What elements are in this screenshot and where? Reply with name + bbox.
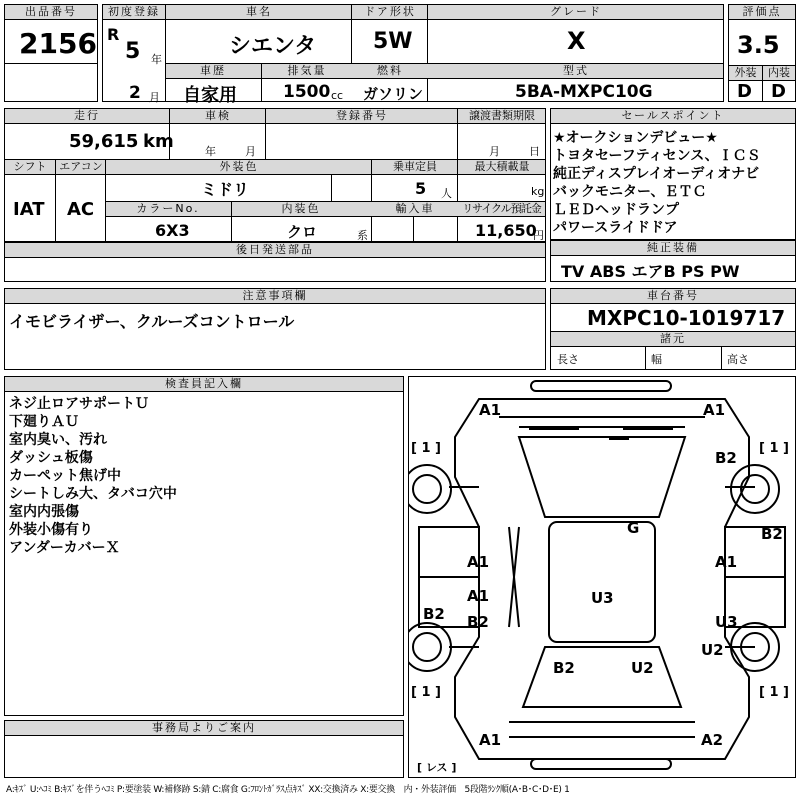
inspector-note: ダッシュ板傷 <box>9 450 93 466</box>
chassis-cell <box>550 288 796 370</box>
lot-label: 出品番号 <box>5 5 97 20</box>
displacement-value: 1500 <box>283 82 331 102</box>
transfer-month-unit: 月 <box>489 145 500 158</box>
inspection-month-unit: 月 <box>245 145 256 158</box>
lot-number: 2156 <box>19 27 97 60</box>
tire-rear-left: [ 1 ] <box>411 685 441 700</box>
capacity-value: 5 <box>415 179 427 198</box>
later-parts-cell <box>4 242 546 282</box>
first-reg-month-unit: 月 <box>149 91 160 104</box>
inspector-cell <box>4 376 404 716</box>
model-label: 型式 <box>563 64 589 77</box>
model-value: 5BA-MXPC10G <box>515 82 653 102</box>
damage-b2-left-rear: B2 <box>467 613 489 631</box>
aircon-value: AC <box>67 199 95 220</box>
damage-u2-rear-glass: U2 <box>631 659 654 677</box>
recycle-value: 11,650 <box>475 221 537 240</box>
first-reg-label: 初度登録 <box>108 5 160 18</box>
history-value: 自家用 <box>183 85 237 106</box>
damage-b2-left-side: B2 <box>423 605 445 623</box>
grade-label: グレード <box>550 5 602 18</box>
first-reg-month: 2 <box>129 83 141 103</box>
history-label: 車歴 <box>200 64 226 77</box>
spare-tire: [ レス ] <box>417 761 457 774</box>
inspector-label: 検査員記入欄 <box>5 377 403 392</box>
ext-score-value: D <box>737 81 752 102</box>
std-equip-value: TV ABS エアB PS PW <box>561 262 740 281</box>
sales-point-item: ★オークションデビュー★ <box>553 130 718 146</box>
damage-g-windshield: G <box>627 519 640 537</box>
first-reg-year: 5 <box>125 39 141 64</box>
displacement-unit: cc <box>331 89 344 102</box>
first-reg-year-unit: 年 <box>151 53 162 66</box>
inspector-note: シートしみ大、タバコ穴中 <box>9 486 177 502</box>
tire-front-left: [ 1 ] <box>411 441 441 456</box>
damage-b2-right-side: B2 <box>761 525 783 543</box>
recycle-unit: 円 <box>533 229 544 242</box>
ext-color-value: ミドリ <box>201 180 250 199</box>
capacity-unit: 人 <box>441 187 452 200</box>
tire-front-right: [ 1 ] <box>759 441 789 456</box>
car-name-label: 車名 <box>246 5 272 18</box>
spec-width: 幅 <box>651 353 662 366</box>
grade-value: X <box>567 27 586 55</box>
car-name-value: シエンタ <box>229 34 317 59</box>
chassis-label: 車台番号 <box>551 289 795 304</box>
caution-label: 注意事項欄 <box>5 289 545 304</box>
ext-color-label: 外装色 <box>219 160 259 173</box>
fuel-label: 燃料 <box>377 64 403 77</box>
import-label: 輸入車 <box>395 202 435 215</box>
sales-point-item: トヨタセーフティセンス、ＩＣＳ <box>553 148 761 164</box>
registration-label: 登録番号 <box>336 109 388 122</box>
car-outline-icon <box>409 377 795 777</box>
score-value: 3.5 <box>737 31 780 59</box>
inspection-year-unit: 年 <box>205 145 216 158</box>
transfer-label: 譲渡書類期限 <box>469 109 535 122</box>
sales-point-item: パワースライドドア <box>553 220 678 236</box>
shift-value: IAT <box>13 199 45 220</box>
inspector-note: 室内内張傷 <box>9 504 79 520</box>
damage-b2-rear-glass: B2 <box>553 659 575 677</box>
score-label: 評価点 <box>729 5 795 20</box>
ext-score-label: 外装 <box>734 66 757 79</box>
lot-cell <box>4 4 98 102</box>
damage-a1-front-left: A1 <box>479 401 502 419</box>
inspector-note: 室内臭い、汚れ <box>9 432 107 448</box>
damage-legend: A:ｷｽﾞ U:ﾍｺﾐ B:ｷｽﾞを伴うﾍｺﾐ P:要塗装 W:補修跡 S:錆 C:腐食 G:ﾌﾛﾝﾄｶﾞﾗｽ点ｷｽﾞ XX:交換済み X:要交換 内・外装評価 5段階ﾗﾝｸ順(A･B･C･D･E) 1 <box>6 785 570 795</box>
inspector-note: 外装小傷有り <box>9 522 93 538</box>
sales-points-list <box>553 129 761 237</box>
damage-u3-right-rear: U3 <box>715 613 738 631</box>
caution-value: イモビライザー、クルーズコントロール <box>9 312 295 331</box>
chassis-value: MXPC10-1019717 <box>587 306 786 330</box>
damage-u3-roof: U3 <box>591 589 614 607</box>
mileage-label: 走行 <box>74 109 100 122</box>
damage-a1-left-rear: A1 <box>467 587 490 605</box>
int-score-value: D <box>771 81 786 102</box>
mileage-unit: km <box>143 131 174 152</box>
displacement-label: 排気量 <box>287 64 327 77</box>
transfer-day-unit: 日 <box>529 145 540 158</box>
sales-point-item: バックモニター、ＥＴＣ <box>553 184 707 200</box>
inspector-note: カーペット焦げ中 <box>9 468 121 484</box>
int-score-label: 内装 <box>768 66 790 79</box>
spec-length: 長さ <box>557 353 579 366</box>
int-color-label: 内装色 <box>281 202 321 215</box>
inspector-notes <box>9 395 177 557</box>
int-color-unit: 系 <box>357 229 368 242</box>
damage-b2-right-front: B2 <box>715 449 737 467</box>
damage-a1-rear-left: A1 <box>479 731 502 749</box>
vehicle-top-table <box>102 4 724 106</box>
caution-cell <box>4 288 546 370</box>
door-label: ドア形状 <box>364 5 416 18</box>
car-diagram <box>408 376 796 778</box>
capacity-label: 乗車定員 <box>393 160 437 173</box>
std-equip-cell <box>550 240 796 282</box>
color-no-label: カラーNo. <box>136 202 200 215</box>
door-value: 5W <box>373 29 413 54</box>
score-cell <box>728 4 796 102</box>
std-equip-label: 純正装備 <box>551 241 795 256</box>
sales-point-item: 純正ディスプレイオーディオナビ <box>553 166 760 182</box>
damage-a1-front-right: A1 <box>703 401 726 419</box>
inspector-note: 下廻りＡＵ <box>9 414 79 430</box>
damage-a1-left-door: A1 <box>467 553 490 571</box>
inspector-note: アンダーカバーＸ <box>9 540 120 556</box>
spec-height: 高さ <box>727 353 749 366</box>
vehicle-detail-table <box>4 108 546 242</box>
max-load-unit: kg <box>531 185 545 198</box>
shift-label: シフト <box>13 160 47 173</box>
damage-u2-right-rear: U2 <box>701 641 724 659</box>
sales-point-item: ＬＥＤヘッドランプ <box>553 202 679 218</box>
office-label: 事務局よりご案内 <box>5 721 403 736</box>
sales-points-label: セールスポイント <box>551 109 795 124</box>
color-no-value: 6X3 <box>155 221 190 240</box>
inspection-label: 車検 <box>205 109 231 122</box>
office-cell <box>4 720 404 778</box>
tire-rear-right: [ 1 ] <box>759 685 789 700</box>
specs-label: 諸元 <box>551 332 795 347</box>
aircon-label: エアコン <box>59 160 103 173</box>
sales-points-cell <box>550 108 796 240</box>
fuel-value: ガソリン <box>363 85 424 103</box>
max-load-label: 最大積載量 <box>474 160 530 173</box>
int-color-value: クロ <box>287 223 318 241</box>
mileage-value: 59,615 <box>69 131 139 152</box>
inspector-note: ネジ止ロアサポートＵ <box>9 396 149 412</box>
later-parts-label: 後日発送部品 <box>5 242 545 258</box>
recycle-label: リサイクル預託金 <box>462 202 541 215</box>
first-reg-era: R <box>107 25 120 44</box>
damage-a2-rear-right: A2 <box>701 731 724 749</box>
damage-a1-right-door: A1 <box>715 553 738 571</box>
